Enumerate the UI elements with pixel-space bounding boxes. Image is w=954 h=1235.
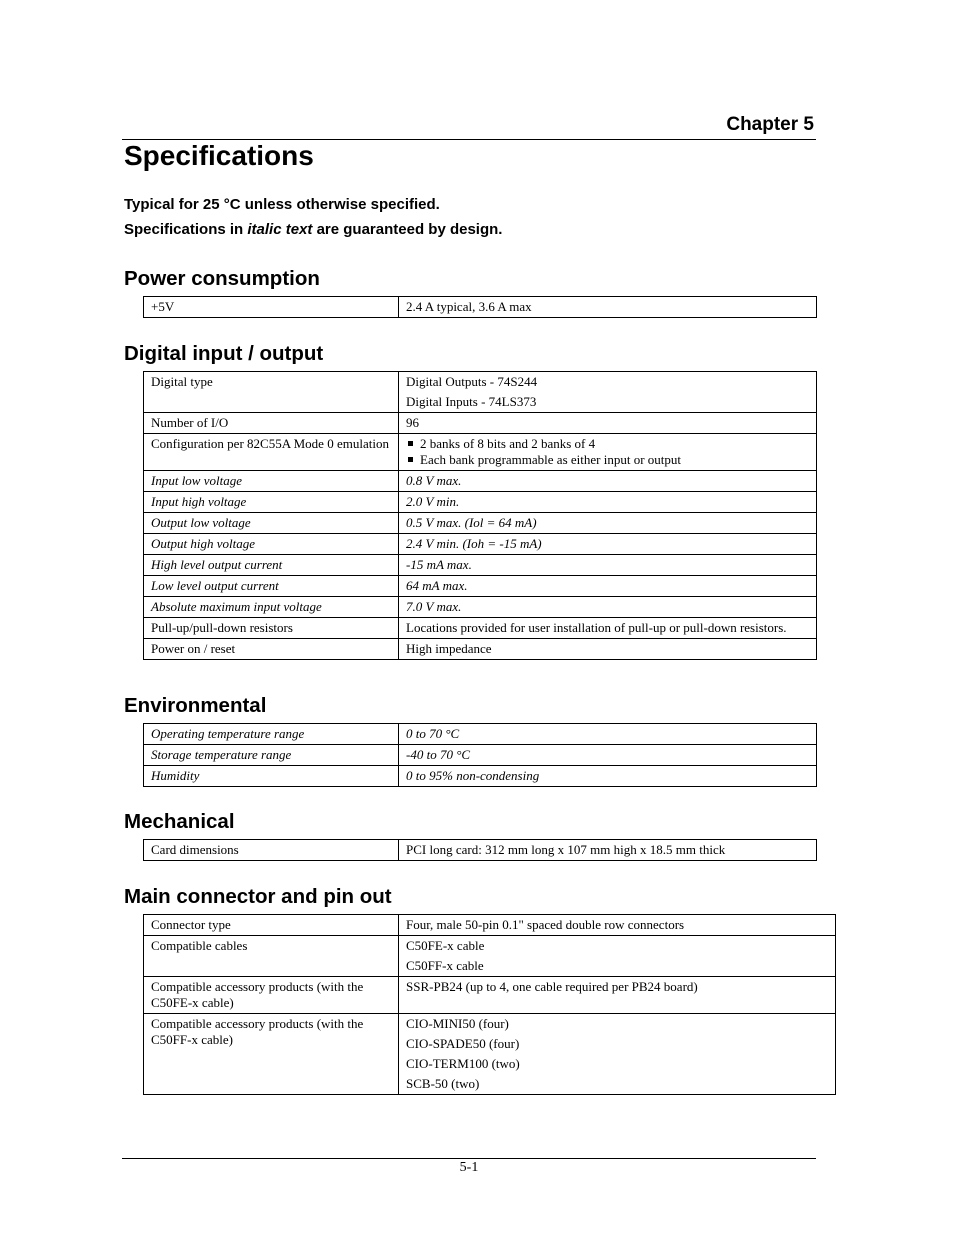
spec-name: Configuration per 82C55A Mode 0 emulation — [144, 434, 399, 471]
spec-name: Output low voltage — [144, 513, 399, 534]
spec-value: 0 to 70 °C — [399, 724, 817, 745]
spec-value-line: C50FF-x cable — [406, 958, 484, 973]
table-row — [144, 745, 817, 766]
table-row — [144, 372, 817, 413]
spec-value-line: C50FE-x cable — [406, 938, 485, 953]
table-row — [144, 513, 817, 534]
spec-value: 2.0 V min. — [399, 492, 817, 513]
bullet-list — [406, 436, 809, 468]
spec-value: -40 to 70 °C — [399, 745, 817, 766]
table-row — [144, 915, 836, 936]
spec-name: Low level output current — [144, 576, 399, 597]
spec-name: +5V — [144, 297, 399, 318]
intro-italic-note — [124, 221, 502, 238]
table-row — [144, 297, 817, 318]
spec-value: 2.4 A typical, 3.6 A max — [399, 297, 817, 318]
table-row — [144, 618, 817, 639]
intro-temperature-note: Typical for 25 °C unless otherwise specified. — [124, 196, 440, 213]
spec-name: Number of I/O — [144, 413, 399, 434]
spec-name: Power on / reset — [144, 639, 399, 660]
table-row — [144, 413, 817, 434]
section-heading-environmental: Environmental — [124, 694, 267, 717]
table-row — [144, 597, 817, 618]
footer-rule — [122, 1158, 816, 1159]
spec-name: Absolute maximum input voltage — [144, 597, 399, 618]
spec-value-line: SCB-50 (two) — [406, 1076, 480, 1091]
intro-italic-note-pre: Specifications in — [124, 221, 248, 238]
spec-name: Compatible accessory products (with the C50FE-x cable) — [144, 977, 399, 1014]
spec-value: 0.8 V max. — [399, 471, 817, 492]
spec-value: -15 mA max. — [399, 555, 817, 576]
mechanical-table — [143, 839, 817, 861]
table-row — [144, 534, 817, 555]
table-row — [144, 576, 817, 597]
spec-value: 96 — [399, 413, 817, 434]
page-title: Specifications — [124, 140, 314, 171]
spec-value: 64 mA max. — [399, 576, 817, 597]
spec-value — [399, 1014, 836, 1095]
spec-value: High impedance — [399, 639, 817, 660]
section-heading-digital: Digital input / output — [124, 342, 324, 365]
section-heading-connector: Main connector and pin out — [124, 885, 392, 908]
spec-value: 0 to 95% non-condensing — [399, 766, 817, 787]
spec-name: Connector type — [144, 915, 399, 936]
spec-name: Input high voltage — [144, 492, 399, 513]
spec-value: 2.4 V min. (Ioh = -15 mA) — [399, 534, 817, 555]
table-row — [144, 639, 817, 660]
spec-value: SSR-PB24 (up to 4, one cable required per PB24 board) — [399, 977, 836, 1014]
spec-value — [399, 434, 817, 471]
spec-value: PCI long card: 312 mm long x 107 mm high x 18.5 mm thick — [399, 840, 817, 861]
section-heading-mechanical: Mechanical — [124, 810, 235, 833]
spec-value-line: Digital Outputs - 74S244 — [406, 374, 538, 389]
spec-name: Storage temperature range — [144, 745, 399, 766]
spec-value-line: Digital Inputs - 74LS373 — [406, 394, 537, 409]
spec-value: Four, male 50-pin 0.1" spaced double row connectors — [399, 915, 836, 936]
table-row — [144, 1014, 836, 1095]
table-row — [144, 471, 817, 492]
spec-name: Input low voltage — [144, 471, 399, 492]
spec-name: Pull-up/pull-down resistors — [144, 618, 399, 639]
table-row — [144, 840, 817, 861]
environmental-table — [143, 723, 817, 787]
table-row — [144, 724, 817, 745]
intro-italic-note-post: are guaranteed by design. — [312, 221, 503, 238]
spec-name: Humidity — [144, 766, 399, 787]
spec-name: Digital type — [144, 372, 399, 413]
table-row — [144, 766, 817, 787]
bullet-item: 2 banks of 8 bits and 2 banks of 4 — [406, 436, 809, 452]
section-heading-power: Power consumption — [124, 267, 320, 290]
power-table — [143, 296, 817, 318]
bullet-item: Each bank programmable as either input or output — [406, 452, 809, 468]
table-row — [144, 492, 817, 513]
spec-value: 7.0 V max. — [399, 597, 817, 618]
spec-value: Locations provided for user installation of pull-up or pull-down resistors. — [399, 618, 817, 639]
spec-value — [399, 936, 836, 977]
chapter-label: Chapter 5 — [726, 114, 814, 135]
spec-name: Compatible accessory products (with the C50FF-x cable) — [144, 1014, 399, 1095]
spec-value-line: CIO-MINI50 (four) — [406, 1016, 509, 1031]
table-row — [144, 936, 836, 977]
table-row — [144, 434, 817, 471]
spec-name: Compatible cables — [144, 936, 399, 977]
intro-italic-note-em: italic text — [247, 221, 313, 238]
table-row — [144, 977, 836, 1014]
spec-value-line: CIO-SPADE50 (four) — [406, 1036, 520, 1051]
spec-value: 0.5 V max. (Iol = 64 mA) — [399, 513, 817, 534]
spec-name: High level output current — [144, 555, 399, 576]
spec-name: Output high voltage — [144, 534, 399, 555]
spec-value — [399, 372, 817, 413]
spec-value-line: CIO-TERM100 (two) — [406, 1056, 520, 1071]
spec-name: Card dimensions — [144, 840, 399, 861]
spec-name: Operating temperature range — [144, 724, 399, 745]
connector-table — [143, 914, 836, 1095]
page-number: 5-1 — [459, 1160, 479, 1175]
table-row — [144, 555, 817, 576]
digital-io-table — [143, 371, 817, 660]
